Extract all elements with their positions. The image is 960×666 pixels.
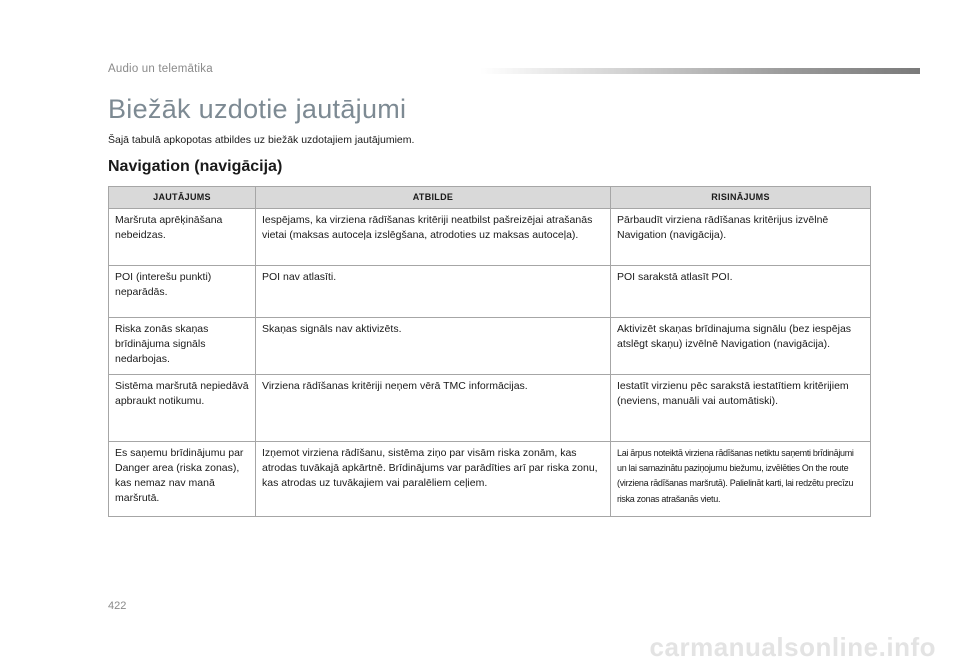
section-title: Navigation (navigācija): [108, 158, 283, 175]
solution-cell: Iestatīt virzienu pēc sarakstā iestatītiem kritērijiem (neviens, manuāli vai automātiski).: [611, 374, 871, 441]
watermark: carmanualsonline.info: [649, 632, 936, 662]
header-divider: [480, 68, 920, 74]
chapter-label: Audio un telemātika: [108, 63, 213, 75]
question-cell: POI (interešu punkti) neparādās.: [109, 266, 256, 318]
question-cell: Es saņemu brīdinājumu par Danger area (riska zonas), kas nemaz nav manā maršrutā.: [109, 441, 256, 516]
answer-cell: Skaņas signāls nav aktivizēts.: [256, 318, 611, 375]
answer-cell: Iespējams, ka virziena rādīšanas kritēriji neatbilst pašreizējai atrašanās vietai (maksas autoceļa izslēgšana, atrodoties uz maksas autoceļa).: [256, 209, 611, 266]
column-header-question: JAUTĀJUMS: [109, 187, 256, 209]
column-header-answer: ATBILDE: [256, 187, 611, 209]
table-row: [109, 318, 871, 375]
answer-cell: Virziena rādīšanas kritēriji neņem vērā TMC informācijas.: [256, 374, 611, 441]
solution-cell: Aktivizēt skaņas brīdinajuma signālu (bez iespējas atslēgt skaņu) izvēlnē Navigation (navigācija).: [611, 318, 871, 375]
table-row: [109, 441, 871, 516]
solution-cell: POI sarakstā atlasīt POI.: [611, 266, 871, 318]
question-cell: Sistēma maršrutā nepiedāvā apbraukt notikumu.: [109, 374, 256, 441]
faq-table-header: [109, 187, 871, 209]
faq-table: [108, 186, 871, 517]
table-row: [109, 209, 871, 266]
page-title: Biežāk uzdotie jautājumi: [108, 94, 407, 124]
column-header-solution: RISINĀJUMS: [611, 187, 871, 209]
table-row: [109, 266, 871, 318]
table-row: [109, 374, 871, 441]
question-cell: Riska zonās skaņas brīdinājuma signāls nedarbojas.: [109, 318, 256, 375]
solution-cell: Lai ārpus noteiktā virziena rādīšanas netiktu saņemti brīdinājumi un lai samazinātu paziņojumu biežumu, izvēlēties On the route (virziena rādīšanas maršrutā). Palielināt karti, lai redzētu precīzu riska zonas atrašanās vietu.: [611, 441, 871, 516]
answer-cell: POI nav atlasīti.: [256, 266, 611, 318]
question-cell: Maršruta aprēķināšana nebeidzas.: [109, 209, 256, 266]
page-number: 422: [108, 600, 127, 612]
page-intro: Šajā tabulā apkopotas atbildes uz biežāk uzdotajiem jautājumiem.: [108, 134, 415, 146]
answer-cell: Izņemot virziena rādīšanu, sistēma ziņo par visām riska zonām, kas atrodas tuvākajā apkārtnē. Brīdinājums var parādīties arī par riska zonu, kas atrodas uz tuvākajiem vai paralēliem ceļiem.: [256, 441, 611, 516]
solution-cell: Pārbaudīt virziena rādīšanas kritērijus izvēlnē Navigation (navigācija).: [611, 209, 871, 266]
